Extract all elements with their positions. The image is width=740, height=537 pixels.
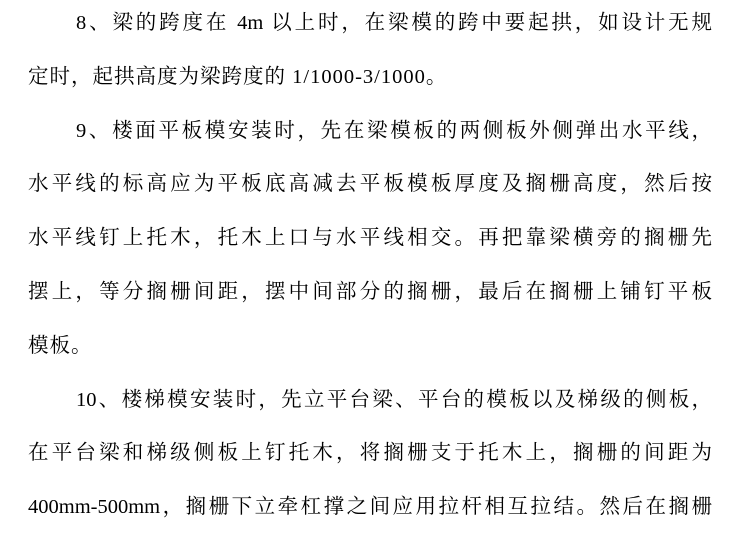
text-line: 8、梁的跨度在 4m 以上时，在梁模的跨中要起拱，如设计无规: [76, 12, 712, 34]
text-line: 水平线的标高应为平板底高减去平板模板厚度及搁栅高度，然后按: [28, 173, 712, 196]
text-line: 400mm-500mm，搁栅下立牵杠撑之间应用拉杆相互拉结。然后在搁栅: [28, 496, 712, 519]
text-line: 在平台梁和梯级侧板上钉托木，将搁栅支于托木上，搁栅的间距为: [28, 442, 712, 465]
text-line: 模板。: [28, 334, 93, 357]
text-line: 水平线钉上托木，托木上口与水平线相交。再把靠梁横旁的搁栅先: [28, 227, 712, 250]
text-line: 10、楼梯模安装时，先立平台梁、平台的模板以及梯级的侧板，: [76, 388, 712, 411]
text-line: 9、楼面平板模安装时，先在梁模板的两侧板外侧弹出水平线，: [76, 119, 712, 142]
text-line: 摆上，等分搁栅间距，摆中间部分的搁栅，最后在搁栅上铺钉平板: [28, 280, 712, 303]
text-line: 定时，起拱高度为梁跨度的 1/1000-3/1000。: [28, 65, 448, 88]
